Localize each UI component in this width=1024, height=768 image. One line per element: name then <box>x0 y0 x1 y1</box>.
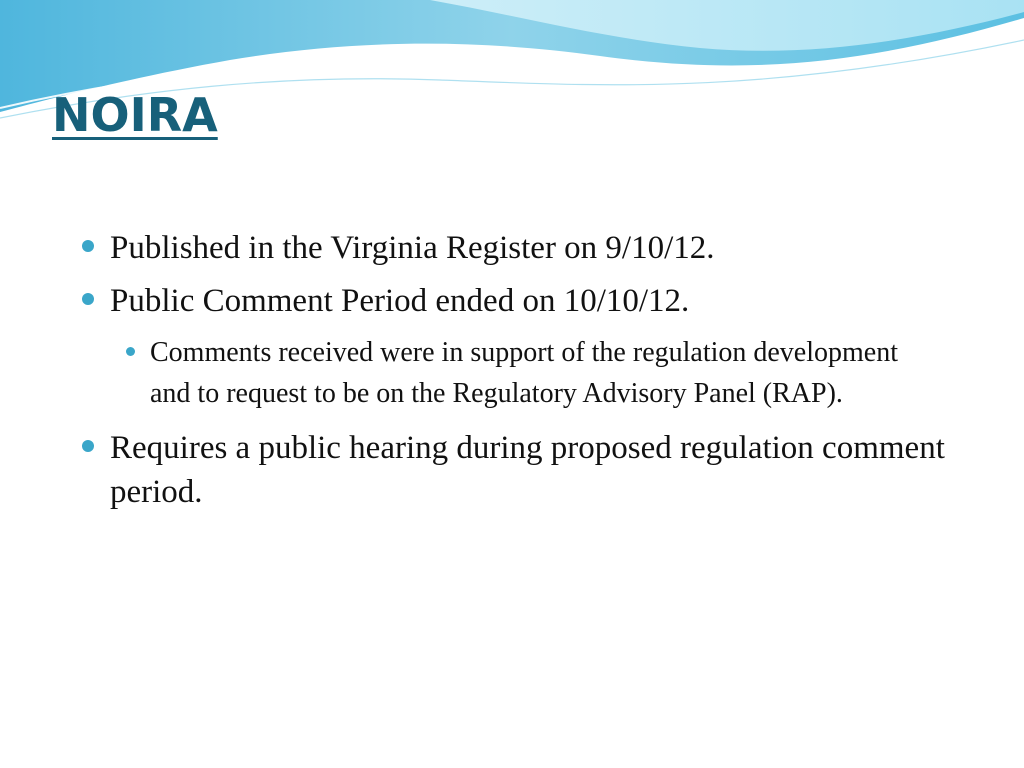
bullet-icon <box>82 440 94 452</box>
bullet-text: Public Comment Period ended on 10/10/12. <box>110 283 690 319</box>
bullet-list <box>80 226 980 523</box>
bullet-icon <box>82 240 94 252</box>
bullet-text: Published in the Virginia Register on 9/10/12. <box>110 230 715 266</box>
list-item <box>80 426 980 514</box>
list-item-sub <box>122 332 940 414</box>
bullet-text: Requires a public hearing during proposed regulation comment period. <box>110 430 945 510</box>
list-item <box>80 226 980 270</box>
bullet-text: Comments received were in support of the regulation development and to request to be on the Regulatory Advisory Panel (RAP). <box>150 337 899 409</box>
bullet-icon <box>126 347 135 356</box>
slide-title: NOIRA <box>52 88 218 142</box>
list-item <box>80 279 980 323</box>
bullet-icon <box>82 293 94 305</box>
